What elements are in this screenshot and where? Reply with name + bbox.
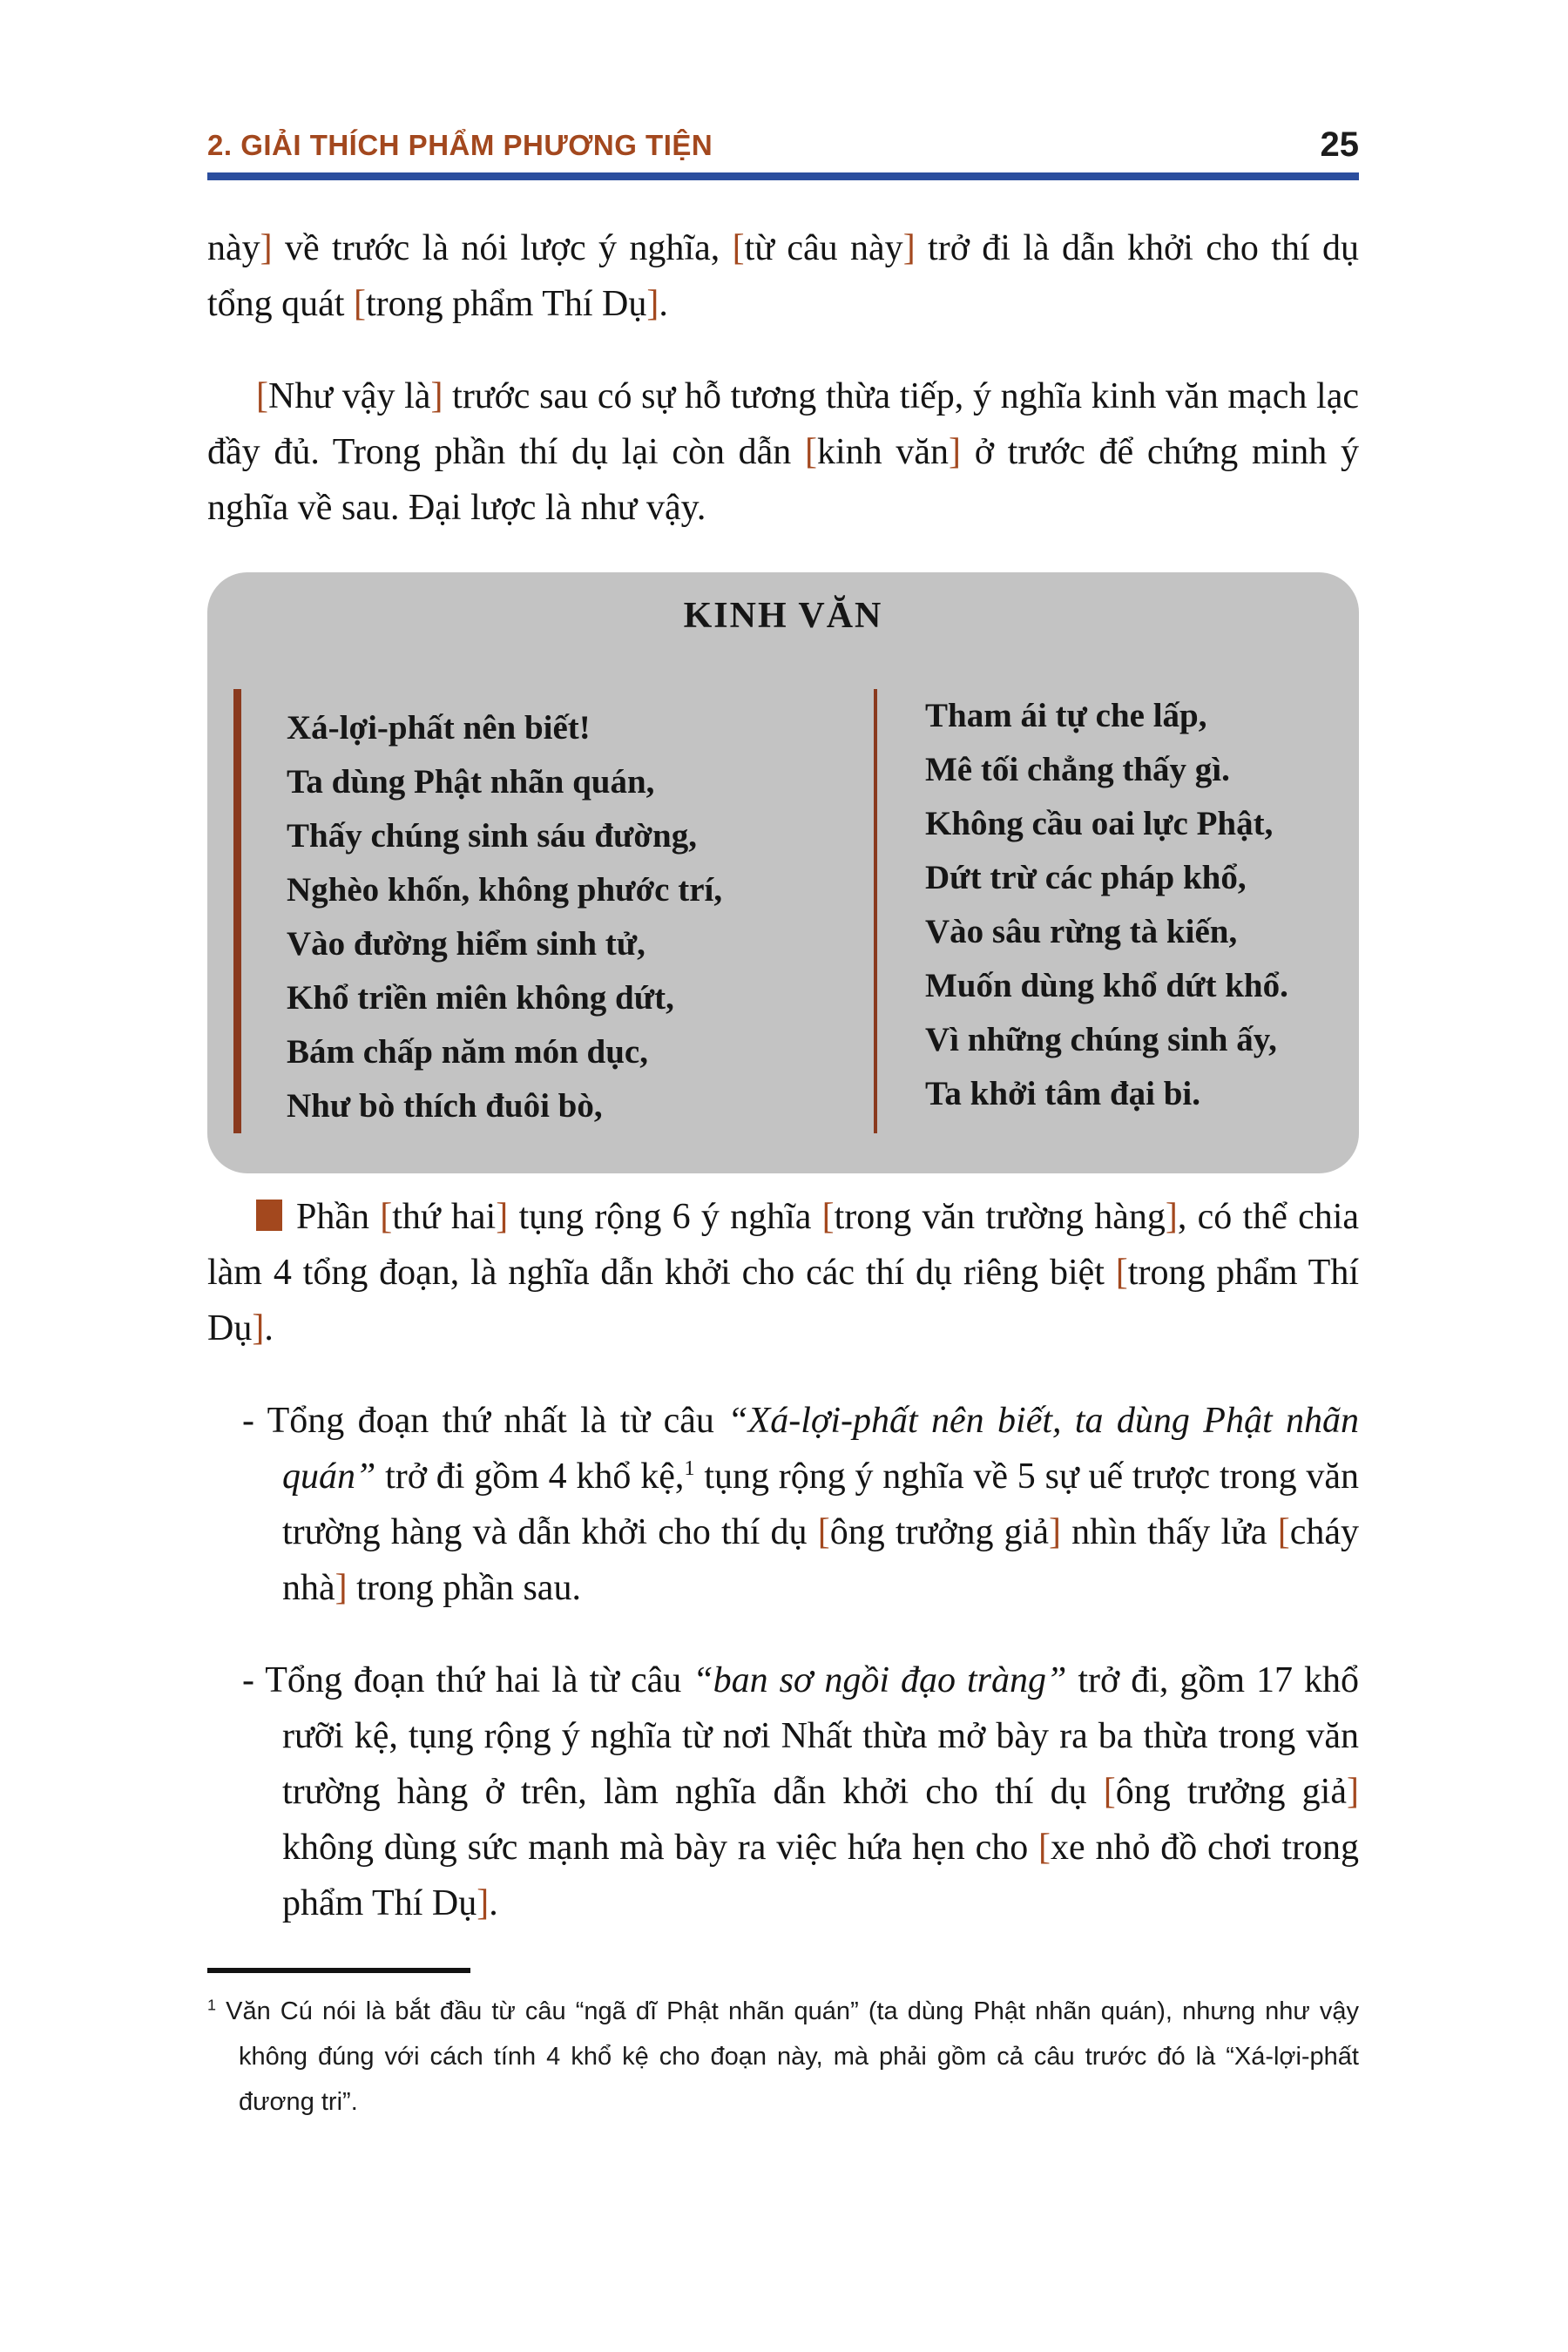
text-run: ở trước để chứng minh ý nghĩa về sau. Đại lược là như vậy. [207,432,1359,528]
summary-text [207,1197,1359,1348]
section-marker-icon [256,1200,282,1231]
bracket-mark: ] [335,1568,348,1608]
verse-line: Ta khởi tâm đại bi. [925,1075,1201,1112]
bracket-mark: ] [476,1883,490,1923]
text-run: , có thể chia làm 4 tổng đoạn, là nghĩa dẫn khởi cho các thí dụ riêng biệt [207,1197,1360,1293]
text-run: - Tổng đoạn thứ hai là từ câu [242,1660,693,1700]
quoted-phrase: “ban sơ ngồi đạo tràng” [693,1660,1067,1700]
verse-line: Muốn dùng khổ dứt khổ. [925,967,1288,1004]
verse-line: Nghèo khốn, không phước trí, [287,871,723,909]
header-rule [207,172,1359,180]
text-run: từ câu này [744,228,903,268]
verse-line: Như bò thích đuôi bò, [287,1087,603,1125]
verse-line: Tham ái tự che lấp, [925,697,1207,734]
paragraph-continuation [207,220,1359,332]
bracket-mark: ] [1048,1512,1061,1552]
verse-line: Vì những chúng sinh ấy, [925,1021,1277,1058]
bracket-mark: ] [260,228,273,268]
page-header [207,127,1359,162]
text-run: kinh văn [817,432,949,472]
text-run: tụng rộng ý nghĩa về 5 sự uế trược trong văn trường hàng và dẫn khởi cho thí dụ [282,1456,1359,1552]
bracket-mark: [ [817,1512,830,1552]
bracket-mark: ] [949,432,961,472]
list-item-first-section [242,1393,1359,1616]
text-run: ông trưởng giả [829,1512,1049,1552]
sutra-text-box [207,572,1359,1173]
bracket-mark: ] [902,228,916,268]
text-run: về trước là nói lược ý nghĩa, [272,228,733,268]
bracket-mark: ] [1346,1772,1359,1812]
bracket-mark: [ [805,432,817,472]
verse-line: Mê tối chẳng thấy gì. [925,751,1230,788]
text-run: trong văn trường hàng [834,1197,1166,1237]
bracket-mark: [ [1277,1512,1290,1552]
text-run: trong phần sau. [347,1568,581,1608]
page-number: 25 [1320,125,1359,164]
text-run: tụng rộng 6 ý nghĩa [508,1197,822,1237]
verse-column-left [233,689,874,1133]
verse-columns [207,689,1359,1133]
text-run: Văn Cú nói là bắt đầu từ câu “ngã dĩ Phật nhãn quán” (ta dùng Phật nhãn quán), nhưng như vậy không đúng với cách tính 4 khổ kệ cho đoạn này, mà phải gồm cả câu trước đó là “Xá-lợi-phất đương tri”. [216,1997,1359,2116]
sutra-box-title: KINH VĂN [683,596,883,636]
bracket-mark: ] [430,376,443,416]
paragraph-summary [207,1189,1359,1356]
text-run: cháy nhà [282,1512,1359,1608]
bracket-mark: ] [252,1308,265,1348]
running-head-title: 2. GIẢI THÍCH PHẨM PHƯƠNG TIỆN [207,129,713,161]
paragraph-commentary [207,368,1359,536]
text-run: - Tổng đoạn thứ nhất là từ câu [242,1401,728,1441]
text-run: trong phẩm Thí Dụ [207,1253,1359,1348]
bracket-mark: ] [1165,1197,1178,1237]
footnote-reference: 1 [207,1996,216,2014]
text-run: trở đi gồm 4 khổ kệ, [375,1456,685,1497]
page-content [0,127,1568,2125]
footnote [207,1989,1359,2125]
text-run: . [659,284,668,324]
text-run: xe nhỏ đồ chơi trong phẩm Thí Dụ [282,1828,1360,1923]
bracket-mark: [ [1038,1828,1051,1868]
verse-line: Thấy chúng sinh sáu đường, [287,817,697,855]
text-run: Phần [296,1197,381,1237]
bracket-mark: ] [646,284,659,324]
verse-line: Dứt trừ các pháp khổ, [925,859,1247,896]
verse-column-right [874,689,1336,1133]
text-run: trở đi, gồm 17 khổ rưỡi kệ, tụng rộng ý nghĩa từ nơi Nhất thừa mở bày ra ba thừa trong văn trường hàng ở trên, làm nghĩa dẫn khởi cho thí dụ [282,1660,1359,1812]
text-run: trong phẩm Thí Dụ [365,284,647,324]
text-run: này [207,228,260,268]
bracket-mark: [ [353,284,366,324]
text-run: . [489,1883,498,1923]
text-run: ông trưởng giả [1115,1772,1347,1812]
text-run: trước sau có sự hỗ tương thừa tiếp, ý nghĩa kinh văn mạch lạc đầy đủ. Trong phần thí dụ lại còn dẫn [207,376,1359,472]
quoted-phrase: “Xá-lợi-phất nên biết, ta dùng Phật nhãn quán” [282,1401,1359,1497]
verse-line: Bám chấp năm món dục, [287,1033,648,1071]
list-item-second-section [242,1652,1359,1931]
bracket-mark: ] [496,1197,509,1237]
verse-line: Không cầu oai lực Phật, [925,805,1274,842]
bracket-mark: [ [1103,1772,1116,1812]
verse-line: Xá-lợi-phất nên biết! [287,709,591,747]
text-run: thứ hai [392,1197,497,1237]
bracket-mark: [ [1115,1253,1128,1293]
verse-line: Vào sâu rừng tà kiến, [925,913,1238,950]
bracket-mark: [ [821,1197,835,1237]
text-run: . [264,1308,274,1348]
text-run: nhìn thấy lửa [1060,1512,1278,1552]
verse-line: Khổ triền miên không dứt, [287,979,674,1017]
text-run: Như vậy là [268,376,431,416]
text-run: không dùng sức mạnh mà bày ra việc hứa hẹn cho [282,1828,1039,1868]
bracket-mark: [ [380,1197,393,1237]
verse-line: Vào đường hiểm sinh tử, [287,925,645,963]
text-run: trở đi là dẫn khởi cho thí dụ tổng quát [207,228,1359,324]
verse-line: Ta dùng Phật nhãn quán, [287,763,655,801]
bracket-mark: [ [256,376,268,416]
footnote-divider [207,1968,470,1973]
bracket-mark: [ [732,228,745,268]
footnote-reference: 1 [684,1456,695,1480]
